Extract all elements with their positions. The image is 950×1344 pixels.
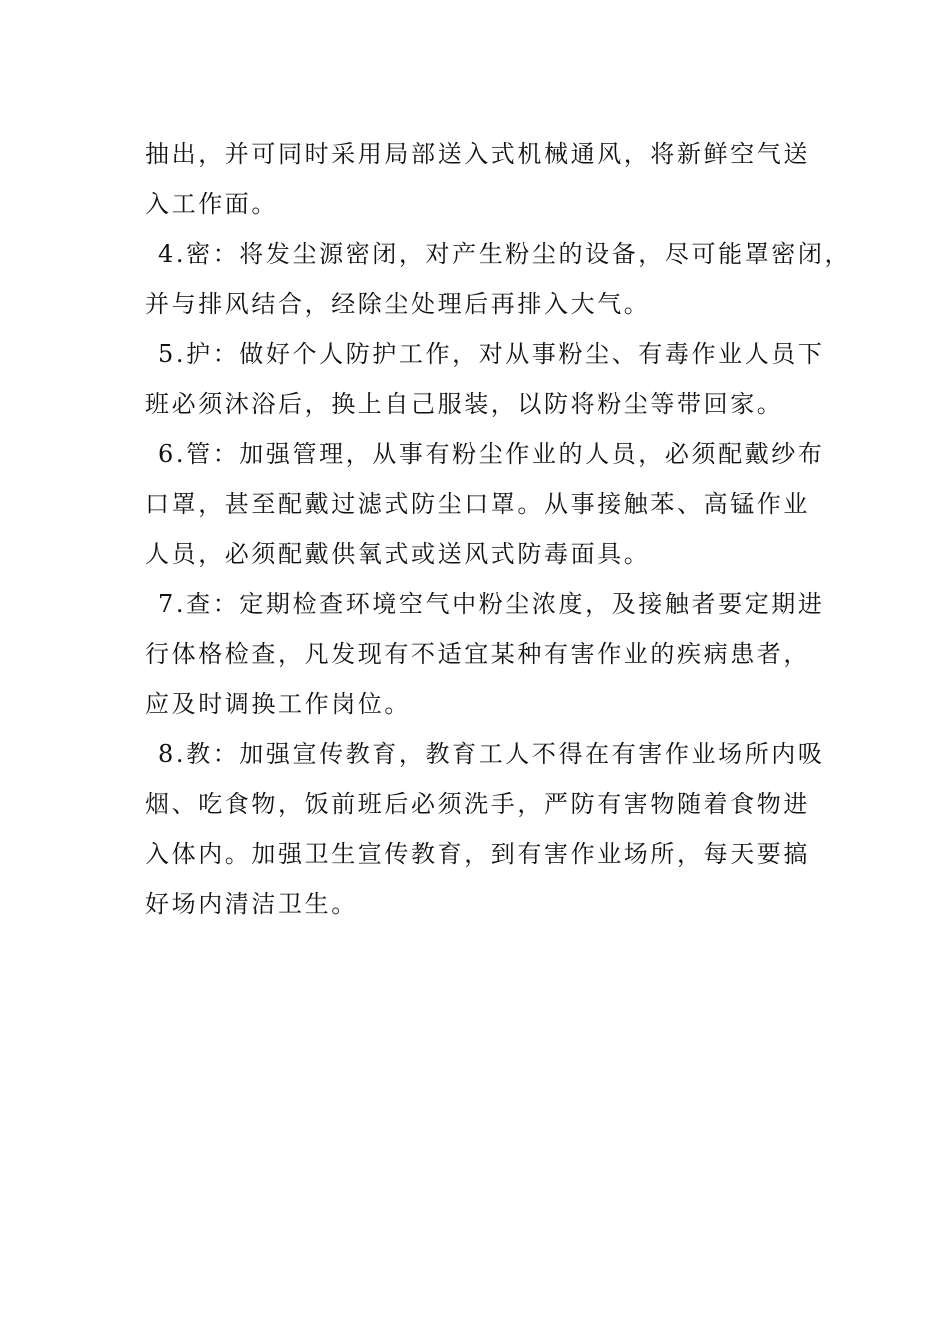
text-line: 口罩，甚至配戴过滤式防尘口罩。从事接触苯、高锰作业 [145,490,810,518]
text-line: 入体内。加强卫生宣传教育，到有害作业场所，每天要搞 [145,840,810,868]
text-line: 班必须沐浴后，换上自己服装，以防将粉尘等带回家。 [145,390,784,418]
text-line: 人员，必须配戴供氧式或送风式防毒面具。 [145,540,651,568]
text-line: 行体格检查，凡发现有不适宜某种有害作业的疾病患者， [145,640,810,668]
list-item-start: 4.密：将发尘源密闭，对产生粉尘的设备，尽可能罩密闭， [158,240,852,268]
text-line: 并与排风结合，经除尘处理后再排入大气。 [145,290,651,318]
list-item-start: 5.护：做好个人防护工作，对从事粉尘、有毒作业人员下 [158,340,825,368]
list-item-start: 6.管：加强管理，从事有粉尘作业的人员，必须配戴纱布 [158,440,825,468]
list-item-start: 7.查：定期检查环境空气中粉尘浓度，及接触者要定期进 [158,590,825,618]
text-line: 入工作面。 [145,190,278,218]
text-line: 抽出，并可同时采用局部送入式机械通风，将新鲜空气送 [145,140,810,168]
text-line: 烟、吃食物，饭前班后必须洗手，严防有害物随着食物进 [145,790,810,818]
document-body [145,129,852,929]
list-item-start: 8.教：加强宣传教育，教育工人不得在有害作业场所内吸 [158,740,825,768]
text-line: 应及时调换工作岗位。 [145,690,411,718]
text-line: 好场内清洁卫生。 [145,890,358,918]
